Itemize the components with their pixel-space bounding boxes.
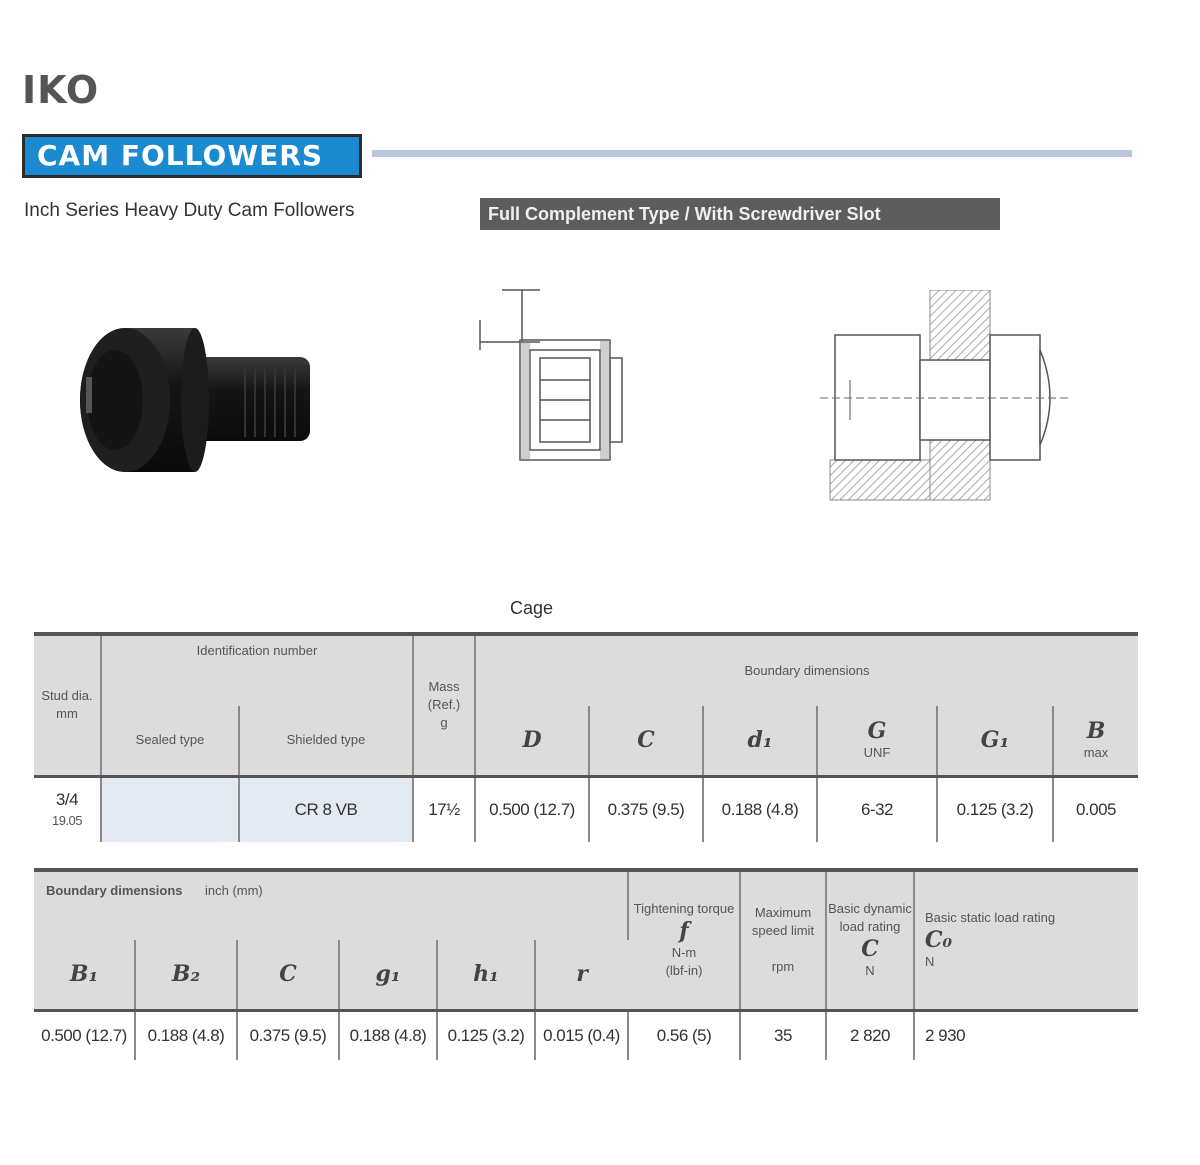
col-torque: Tightening torque f N-m (lbf-in)	[628, 870, 740, 1010]
figure-caption: Cage	[510, 598, 554, 618]
title-rule	[372, 150, 1132, 157]
col-b2: B₂	[135, 940, 237, 1010]
col-sealed: Sealed type	[101, 706, 239, 776]
cell-torque: 0.56 (5)	[628, 1010, 740, 1060]
col-group-boundary: Boundary dimensions inch (mm)	[34, 870, 628, 940]
col-b1: B₁	[34, 940, 135, 1010]
section-drawing	[460, 280, 640, 470]
table-row	[34, 776, 1138, 842]
col-boundary: Boundary dimensions	[475, 634, 1138, 706]
cell-stud: 3/4 19.05	[34, 776, 101, 842]
cell-d: 0.500 (12.7)	[475, 776, 589, 842]
cell-c2: 0.375 (9.5)	[237, 1010, 339, 1060]
product-photo	[70, 315, 330, 485]
cell-speed: 35	[740, 1010, 826, 1060]
table-row	[34, 1010, 1138, 1060]
col-stud-dia: Stud dia. mm	[34, 634, 101, 776]
col-shielded: Shielded type	[239, 706, 413, 776]
col-g1: G₁	[937, 706, 1053, 776]
subtitle-box: Full Complement Type / With Screwdriver Slot	[480, 198, 1000, 230]
col-c2: C	[237, 940, 339, 1010]
col-r: r	[576, 961, 588, 988]
page-title: CAM FOLLOWERS	[22, 134, 362, 178]
cell-g: 6-32	[817, 776, 937, 842]
col-identification: Identification number	[101, 634, 413, 706]
cell-d1: 0.188 (4.8)	[703, 776, 817, 842]
cell-r: 0.015 (0.4)	[535, 1010, 628, 1060]
col-g1b: g₁	[339, 940, 437, 1010]
cell-h1: 0.125 (3.2)	[437, 1010, 535, 1060]
col-c: C	[589, 706, 703, 776]
cell-b1: 0.500 (12.7)	[34, 1010, 135, 1060]
cell-b2: 0.188 (4.8)	[135, 1010, 237, 1060]
cell-c: 0.375 (9.5)	[589, 776, 703, 842]
subtitle: Inch Series Heavy Duty Cam Followers	[24, 200, 355, 221]
col-h1: h₁	[437, 940, 535, 1010]
mounting-drawing	[820, 290, 1080, 505]
spec-table-1	[34, 632, 1138, 842]
col-static: Basic static load rating C₀ N	[914, 870, 1138, 1010]
cell-b: 0.005	[1053, 776, 1138, 842]
col-speed: Maximum speed limit rpm	[740, 870, 826, 1010]
col-mass: Mass (Ref.) g	[413, 634, 475, 776]
col-b: B max	[1083, 718, 1109, 761]
cell-shielded: CR 8 VB	[239, 776, 413, 842]
cell-sealed	[101, 776, 239, 842]
brand-logo: IKO	[22, 68, 100, 112]
col-g: G UNF	[817, 706, 937, 776]
cell-g1b: 0.188 (4.8)	[339, 1010, 437, 1060]
cell-mass: 17½	[413, 776, 475, 842]
cell-g1: 0.125 (3.2)	[937, 776, 1053, 842]
col-dynamic: Basic dynamic load rating C N	[826, 870, 914, 1010]
col-d: D	[475, 706, 589, 776]
cell-static: 2 930	[914, 1010, 1138, 1060]
cell-dynamic: 2 820	[826, 1010, 914, 1060]
spec-table-2	[34, 868, 1138, 1060]
col-d1: d₁	[703, 706, 817, 776]
